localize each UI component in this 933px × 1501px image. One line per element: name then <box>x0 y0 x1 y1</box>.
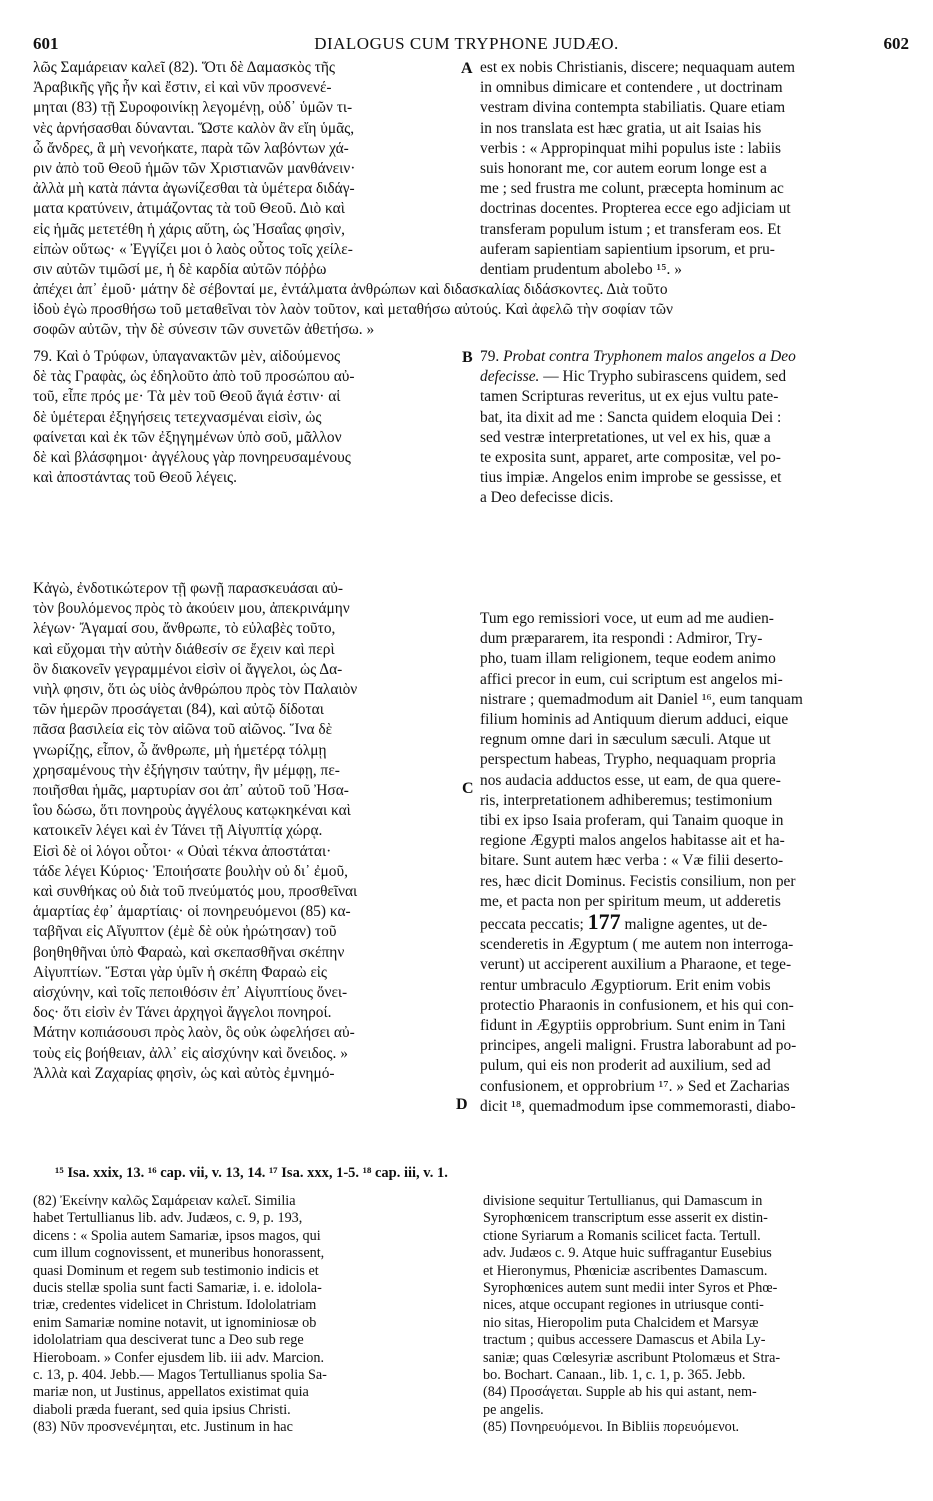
latin-text-line: dentiam prudentum abolebo ¹⁵. » <box>480 261 682 279</box>
latin-text-line: vestram divina contempta stabiliatis. Quare etiam <box>480 99 786 117</box>
note-line: ctione Syriarum a Romanis scilicet facta. Tertull. <box>483 1227 761 1244</box>
greek-column-top <box>33 58 458 280</box>
footnote-references: ¹⁵ Isa. xxix, 13. ¹⁶ cap. vii, v. 13, 14. ¹⁷ Isa. xxx, 1-5. ¹⁸ cap. iii, v. 1. <box>55 1165 448 1181</box>
note-line: c. 13, p. 404. Jebb.— Magos Tertullianus spolia Sa- <box>33 1367 327 1384</box>
note-line: (84) Προσάγεται. Supple ab his qui astant, nem- <box>483 1384 757 1401</box>
greek-text-line: ἀπέχει ἀπ᾽ ἐμοῦ· μάτην δὲ σέβονταί με, ἐντάλματα ἀνθρώπων καὶ διδασκαλίας διδάσκοντες. Διὰ τοῦτο <box>33 281 668 298</box>
latin-text-line: dicit ¹⁸, quemadmodum ipse commemorasti, diabo- <box>480 1097 796 1115</box>
greek-text-line: ὃν διακονεῖν γεγραμμένοι εἰσὶν οἱ ἄγγελοι, ὡς Δα- <box>33 660 343 678</box>
note-line: (85) Πονηρευόμενοι. In Bibliis πορευόμενοι. <box>483 1419 740 1436</box>
page-number-right: 602 <box>883 34 909 53</box>
latin-line-177: peccata peccatis; 177 maligne agentes, ut de- <box>480 909 768 935</box>
greek-text-line: δὲ τὰς Γραφὰς, ὡς ἐδηλοῦτο ἀπὸ τοῦ προσώπου αὐ- <box>33 368 355 386</box>
running-header <box>0 34 933 56</box>
greek-text-line: Ἀραβικῆς γῆς ἦν καὶ ἔστιν, εἰ καὶ νῦν προσνενέ- <box>33 79 332 97</box>
latin-main-text <box>480 609 900 1117</box>
latin-text-line: a Deo defecisse dicis. <box>480 489 614 507</box>
margin-letter-b: B <box>462 349 473 366</box>
greek-text-line: ἁμαρτίας ἐφ᾽ ἁμαρτίαις· οἱ πονηρευόμενοι (85) κα- <box>33 903 351 921</box>
greek-text-line: δὲ ὑμέτεραι ἐξηγήσεις τετεχνασμέναι εἰσὶν, ὡς <box>33 408 322 426</box>
note-line: ducis stellæ spolia sunt facti Samariæ, i. e. idolola- <box>33 1280 322 1297</box>
greek-main-text <box>33 579 458 1084</box>
latin-text-line: verbis : « Appropinquat mihi populus iste : labiis <box>480 139 781 157</box>
latin-text-line: pho, tuam illam religionem, teque eodem animo <box>480 650 776 668</box>
note-line: divisione sequitur Tertullianus, qui Damascum in <box>483 1193 763 1209</box>
greek-text-line: Κἀγὼ, ἐνδοτικώτερον τῇ φωνῇ παρασκευάσαι αὐ- <box>33 580 343 597</box>
note-line: Syrophœnices autem sunt medii inter Syros et Phœ- <box>483 1280 778 1297</box>
latin-text-line: scenderetis in Ægyptum ( me autem non interroga- <box>480 936 794 954</box>
greek-text-line: χρησαμένους τὴν ἐξήγησιν ταύτην, ἣν μέμφῃ, πε- <box>33 761 340 779</box>
note-line: (82) Ἐκείνην καλῶς Σαμάρειαν καλεῖ. Similia <box>33 1193 296 1209</box>
greek-text-line: φαίνεται καὶ ἐκ τῶν ἐξηγημένων ὑπὸ σοῦ, μᾶλλον <box>33 428 342 446</box>
latin-text-line: in nos translata est hæc gratia, ut ait Isaias his <box>480 119 762 137</box>
greek-text-line: λέγων· Ἄγαμαί σου, ἄνθρωπε, τὸ εὐλαβὲς τοῦτο, <box>33 620 336 638</box>
latin-text-line: in omnibus dimicare et contendere , ut doctrinam <box>480 79 783 97</box>
greek-text-line: τὸν βουλόμενος πρὸς τὸ ἀκούειν μου, ἀπεκρινάμην <box>33 600 350 618</box>
note-line: diaboli præda fuerant, sed quia ipsius Christi. <box>33 1401 291 1418</box>
latin-text-line: transferam populum istum ; et transferam eos. Et <box>480 220 781 238</box>
greek-text-line: τοὺς εἰς βοήθειαν, ἀλλ᾽ εἰς αἰσχύνην καὶ ὄνειδος. » <box>33 1044 348 1062</box>
latin-text-line: confusionem, et opprobrium ¹⁷. » Sed et Zacharias <box>480 1077 790 1095</box>
latin-79-line: defecisse. — Hic Trypho subirascens quidem, sed <box>480 368 787 386</box>
running-title: DIALOGUS CUM TRYPHONE JUDÆO. <box>314 34 619 53</box>
note-line: adv. Judæos c. 9. Atque huic suffragantur Eusebius <box>483 1245 772 1262</box>
latin-text-line: res, hæc dicit Dominus. Fecistis consilium, non per <box>480 872 796 890</box>
greek-text-line: ἀλλὰ μὴ κατὰ πάντα ἀγωνίζεσθαι τὰ ὑμέτερα διδάγ- <box>33 180 355 198</box>
note-line: pe angelis. <box>483 1401 544 1418</box>
latin-text-line: auferam sapientiam sapientium ipsorum, et pru- <box>480 240 775 258</box>
latin-text-line: suis honorant me, cor autem eorum longe est a <box>480 160 767 178</box>
greek-text-line: Μάτην κοπιάσουσι πρὸς λαὸν, ὃς οὐκ ὠφελήσει αὐ- <box>33 1024 355 1042</box>
greek-text-line: 79. Καὶ ὁ Τρύφων, ὑπαγανακτῶν μὲν, αἰδούμενος <box>33 348 341 365</box>
greek-text-line: τάδε λέγει Κύριος· Ἐποιήσατε βουλὴν οὐ δι᾽ ἐμοῦ, <box>33 862 348 880</box>
note-line: habet Tertullianus lib. adv. Judæos, c. 9, p. 193, <box>33 1210 303 1227</box>
greek-text-line: Αἰγυπτίων. Ἔσται γὰρ ὑμῖν ἡ σκέπη Φαραὼ εἰς <box>33 963 328 981</box>
greek-text-line: ματα κρατύνειν, ἀτιμάζοντας τὰ τοῦ Θεοῦ. Διὸ καὶ <box>33 200 345 218</box>
greek-text-line: αἰσχύνην, καὶ τοῖς πεποιθόσιν ἐπ᾽ Αἰγυπτίους ὄνει- <box>33 984 348 1002</box>
latin-text-line: perspectum habeas, Trypho, nequaquam propria <box>480 751 776 769</box>
greek-text-line: γνωρίζῃς, εἶπον, ὦ ἄνθρωπε, μὴ ἡμετέρᾳ τόλμῃ <box>33 741 327 759</box>
marginal-number-177: 177 <box>587 909 621 935</box>
greek-text-line: κατοικεῖν λέγει καὶ ἐν Τάνει τῇ Αἰγυπτίᾳ χώρᾳ. <box>33 822 323 840</box>
margin-letter-c: C <box>462 780 474 797</box>
note-line: Hieroboam. » Confer ejusdem lib. iii adv. Marcion. <box>33 1349 325 1366</box>
note-line: mariæ non, ut Justinus, appellatos existimat quia <box>33 1384 309 1401</box>
greek-text-line: νὲς ἀρνήσασθαι δύνανται. Ὥστε καλὸν ἂν εἴη ὑμᾶς, <box>33 119 355 137</box>
greek-text-line: μηται (83) τῇ Συροφοινίκῃ λεγομένῃ, οὐδ᾽ ὑμῶν τι- <box>33 99 353 117</box>
latin-text-line: ris, interpretationem adhiberemus; testimonium <box>480 791 773 809</box>
latin-text-line: te exposita sunt, apparet, arte compositæ, vel po- <box>480 449 781 467</box>
note-line: nices, atque occupant regiones in utriusque conti- <box>483 1297 764 1314</box>
latin-text-line: fidunt in Ægyptiis opprobrium. Sunt enim in Tani <box>480 1017 786 1035</box>
notes-right-column <box>483 1193 903 1437</box>
greek-text-line: ἰδοὺ ἐγὼ προσθήσω τοῦ μεταθεῖναι τὸν λαὸν τοῦτον, καὶ μεταθήσω αὐτούς. Καὶ ἀφελῶ τὴν σοφίαν τῶν <box>33 301 673 319</box>
note-line: nio sitas, Hieropolim puta Chalcidem et Marsyæ <box>483 1314 759 1331</box>
greek-text-line: πᾶσα βασιλεία εἰς τὸν αἰῶνα τοῦ αἰῶνος. Ἵνα δὲ <box>33 721 333 739</box>
greek-text-line: ΐου δώσω, ὅτι πονηροὺς ἀγγέλους κατῳκηκέναι καὶ <box>33 802 351 820</box>
latin-text-line: Tum ego remissiori voce, ut eum ad me audien- <box>480 610 774 627</box>
margin-letter-d: D <box>456 1096 468 1113</box>
latin-column-top <box>480 58 900 280</box>
greek-text-line: λῶς Σαμάρειαν καλεῖ (82). Ὅτι δὲ Δαμασκὸς τῆς <box>33 59 335 76</box>
note-line: cum illum cognovissent, et muneribus honorassent, <box>33 1245 325 1262</box>
note-line: bo. Bochart. Canaan., lib. 1, c. 1, p. 365. Jebb. <box>483 1367 746 1384</box>
greek-full-width <box>33 280 903 341</box>
latin-text-line: tamen Scripturas reveritus, ut ex ejus vultu pate- <box>480 388 779 406</box>
latin-79-heading: 79. Probat contra Tryphonem malos angelos a Deo <box>480 348 796 365</box>
note-line: tractum ; quibus accessere Damascus et Abila Ly- <box>483 1332 766 1349</box>
note-line: triæ, credentes videlicet in Christum. Idololatriam <box>33 1297 317 1314</box>
latin-text-line: verunt) ut acciperent auxilium a Pharaone, et tege- <box>480 956 792 974</box>
greek-text-line: καὶ εὔχομαι τὴν αὐτὴν διάθεσίν σε ἔχειν καὶ περὶ <box>33 640 335 658</box>
latin-text-line: dum præpararem, ita respondi : Admiror, Try- <box>480 630 763 648</box>
greek-text-line: καὶ συνθήκας οὐ διὰ τοῦ πνεύματός μου, προσθεῖναι <box>33 883 358 901</box>
note-line: idololatriam qua desciverat tunc a Deo sub rege <box>33 1332 304 1349</box>
notes-left-column <box>33 1193 463 1437</box>
latin-text-line: me, et pacta non per spiritum meum, ut adderetis <box>480 892 781 910</box>
latin-text-line: me ; sed frustra me colunt, præcepta hominum ac <box>480 180 784 198</box>
greek-text-line: Ἀλλὰ καὶ Ζαχαρίας φησὶν, ὡς καὶ αὐτὸς ἐμνημό- <box>33 1064 335 1082</box>
greek-text-line: ποιῆσθαι ἡμᾶς, μαρτυρίαν σοι ἀπ᾽ αὐτοῦ τοῦ Ἠσα- <box>33 782 349 800</box>
latin-text-line: doctrinas docentes. Propterea ecce ego adjiciam ut <box>480 200 791 218</box>
latin-text-line: sed vestræ interpretationes, ut vel ex his, quæ a <box>480 428 771 446</box>
latin-text-line: tibi ex ipso Isaia proferam, qui Tanaim quoque in <box>480 812 784 830</box>
latin-text-line: regnum omne dari in sæculum sæculi. Atque ut <box>480 731 771 749</box>
greek-text-line: νιὴλ φησιν, ὅτι ὡς υἱὸς ἀνθρώπου πρὸς τὸν Παλαιὸν <box>33 681 358 699</box>
latin-text-line: est ex nobis Christianis, discere; nequaquam autem <box>480 59 796 76</box>
greek-text-line: Εἰσὶ δὲ οἱ λόγοι οὗτοι· « Οὐαὶ τέκνα ἀποστάται· <box>33 842 332 860</box>
greek-text-line: ταβῆναι εἰς Αἴγυπτον (ἐμὲ δὲ οὐκ ἠρώτησαν) τοῦ <box>33 923 337 941</box>
latin-text-line: principes, angeli maligni. Frustra laborabunt ad po- <box>480 1037 797 1055</box>
greek-text-line: δος· ὅτι εἰσὶν ἐν Τάνει ἀρχηγοὶ ἄγγελοι πονηροί. <box>33 1004 332 1022</box>
note-line: enim Samariæ nomine notavit, ut ignominiosæ ob <box>33 1314 317 1331</box>
latin-text-line: filium hominis ad Antiquum dierum adduci, eique <box>480 711 789 729</box>
greek-paragraph-79 <box>33 347 458 488</box>
latin-text-line: tius impiæ. Angelos enim improbe se gessisse, et <box>480 469 782 487</box>
greek-text-line: βοηθηθῆναι ὑπὸ Φαραὼ, καὶ σκεπασθῆναι σκέπην <box>33 943 345 961</box>
greek-text-line: σιν αὐτῶν τιμῶσί με, ἡ δὲ καρδία αὐτῶν πόῤῥω <box>33 261 327 279</box>
note-line: dicens : « Spolia autem Samariæ, ipsos magos, qui <box>33 1227 321 1244</box>
latin-text-line: rentur umbraculo Ægyptiorum. Erit enim vobis <box>480 976 771 994</box>
latin-text-line: affici precor in eum, cui scriptum est angelos mi- <box>480 670 783 688</box>
latin-paragraph-79 <box>480 347 900 509</box>
greek-text-line: καὶ ἀποστάντας τοῦ Θεοῦ λέγεις. <box>33 469 237 487</box>
greek-text-line: ὦ ἄνδρες, ἃ μὴ νενοήκατε, παρὰ τῶν λαβόντων χά- <box>33 139 349 157</box>
latin-text-line: nos audacia adductos esse, ut eam, de qua quere- <box>480 771 781 789</box>
greek-text-line: ριν ἀπὸ τοῦ Θεοῦ ἡμῶν τῶν Χριστιανῶν μανθάνειν· <box>33 160 356 178</box>
latin-text-line: bitare. Sunt autem hæc verba : « Væ filii deserto- <box>480 852 784 870</box>
latin-text-line: regione Ægypti malos angelos habitasse ait et ha- <box>480 832 785 850</box>
greek-text-line: σοφῶν αὐτῶν, τὴν δὲ σύνεσιν τῶν συνετῶν ἀθετήσω. » <box>33 321 375 339</box>
latin-text-line: protectio Pharaonis in confusionem, et his qui con- <box>480 996 794 1014</box>
latin-text-line: nistrare ; quemadmodum ait Daniel ¹⁶, eum tanquam <box>480 690 803 708</box>
greek-text-line: εἰπὼν οὕτως· « Ἐγγίζει μοι ὁ λαὸς οὗτος τοῖς χείλε- <box>33 240 353 258</box>
greek-text-line: τῶν ἡμερῶν προσάγεται (84), καὶ αὐτῷ δίδοται <box>33 701 324 719</box>
note-line: (83) Νῦν προσνενέμηται, etc. Justinum in hac <box>33 1419 293 1436</box>
note-line: saniæ; quas Cœlesyriæ ascribunt Ptolomæus et Stra- <box>483 1349 781 1366</box>
greek-text-line: δὲ καὶ βλάσφημοι· ἀγγέλους γὰρ πονηρευσαμένους <box>33 449 351 467</box>
note-line: et Hieronymus, Phœniciæ ascribentes Damascum. <box>483 1262 768 1279</box>
note-line: Syrophœnicem transcriptum esse asserit ex distin- <box>483 1210 768 1227</box>
latin-text-line: bat, ita dixit ad me : Sancta quidem eloquia Dei : <box>480 408 782 426</box>
note-line: quasi Dominum et regem sub testimonio indicis et <box>33 1262 319 1279</box>
margin-letter-a: A <box>461 60 473 77</box>
latin-text-line: pulum, qui eis non proderit ad auxilium, sed ad <box>480 1057 771 1075</box>
greek-text-line: εἰς ἡμᾶς μετετέθη ἡ χάρις αὕτη, ὡς Ἠσαΐας φησὶν, <box>33 220 345 238</box>
greek-text-line: τοῦ, εἶπε πρός με· Τὰ μὲν τοῦ Θεοῦ ἅγιά ἐστιν· αἱ <box>33 388 341 406</box>
page-number-left: 601 <box>33 34 59 53</box>
